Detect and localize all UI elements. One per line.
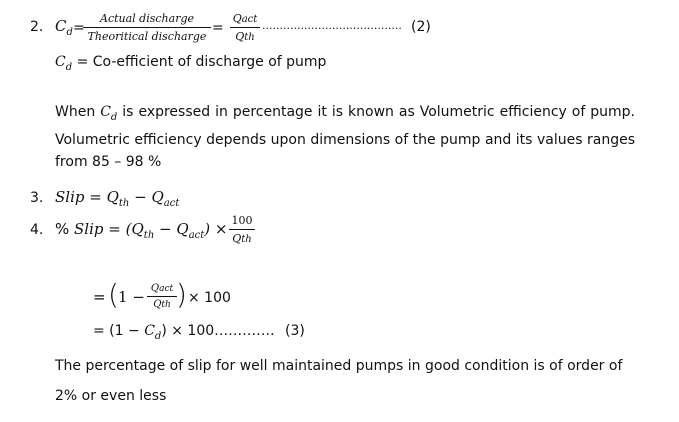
cd-definition bbox=[55, 54, 326, 73]
item-number: 2. bbox=[30, 19, 44, 35]
equals-sign: = bbox=[212, 20, 224, 36]
equals-sign: = bbox=[73, 20, 85, 36]
leader-dots: ........................................ bbox=[262, 19, 402, 32]
qact-over-qth-fraction: Qact Qth bbox=[147, 283, 177, 310]
one-minus: 1 − bbox=[118, 288, 145, 306]
discharge-fraction: Actual discharge Theoritical discharge bbox=[83, 12, 211, 43]
equation-ref: (2) bbox=[411, 19, 431, 35]
volumetric-efficiency-paragraph: When $C_d$ is expressed in percentage it is known as Volumetric efficiency of pump. Volumetric efficiency depends upon dimensions of the pump and its values ranges from 85 – 98 % bbox=[55, 104, 635, 170]
cd-symbol: $C_d$ bbox=[55, 54, 73, 73]
definition-text: = Co-efficient of discharge of pump bbox=[72, 54, 327, 70]
slip-percentage-paragraph: The percentage of slip for well maintained pumps in good condition is of order of 2% or even less bbox=[55, 358, 623, 404]
slip-equation: Slip = $Q_{th} - Q_{act}$ bbox=[55, 188, 180, 209]
cd-symbol: $C_d$ bbox=[55, 17, 73, 38]
q-fraction: Qact Qth bbox=[230, 12, 260, 43]
item-number: 3. bbox=[30, 190, 44, 206]
times-100: × 100 bbox=[188, 290, 231, 306]
close-paren: ) bbox=[176, 278, 187, 311]
equals-sign: = bbox=[93, 288, 106, 306]
percent-slip-equation: % Slip = $(Q_{th} - Q_{act})$ × bbox=[55, 220, 228, 241]
open-paren: ( bbox=[108, 278, 119, 311]
item-number: 4. bbox=[30, 222, 44, 238]
hundred-over-qth-fraction: 100 Qth bbox=[229, 214, 255, 245]
equation-ref: (3) bbox=[285, 323, 305, 339]
step-expression: = $(1 - C_d)$ × 100…………. bbox=[93, 323, 275, 342]
